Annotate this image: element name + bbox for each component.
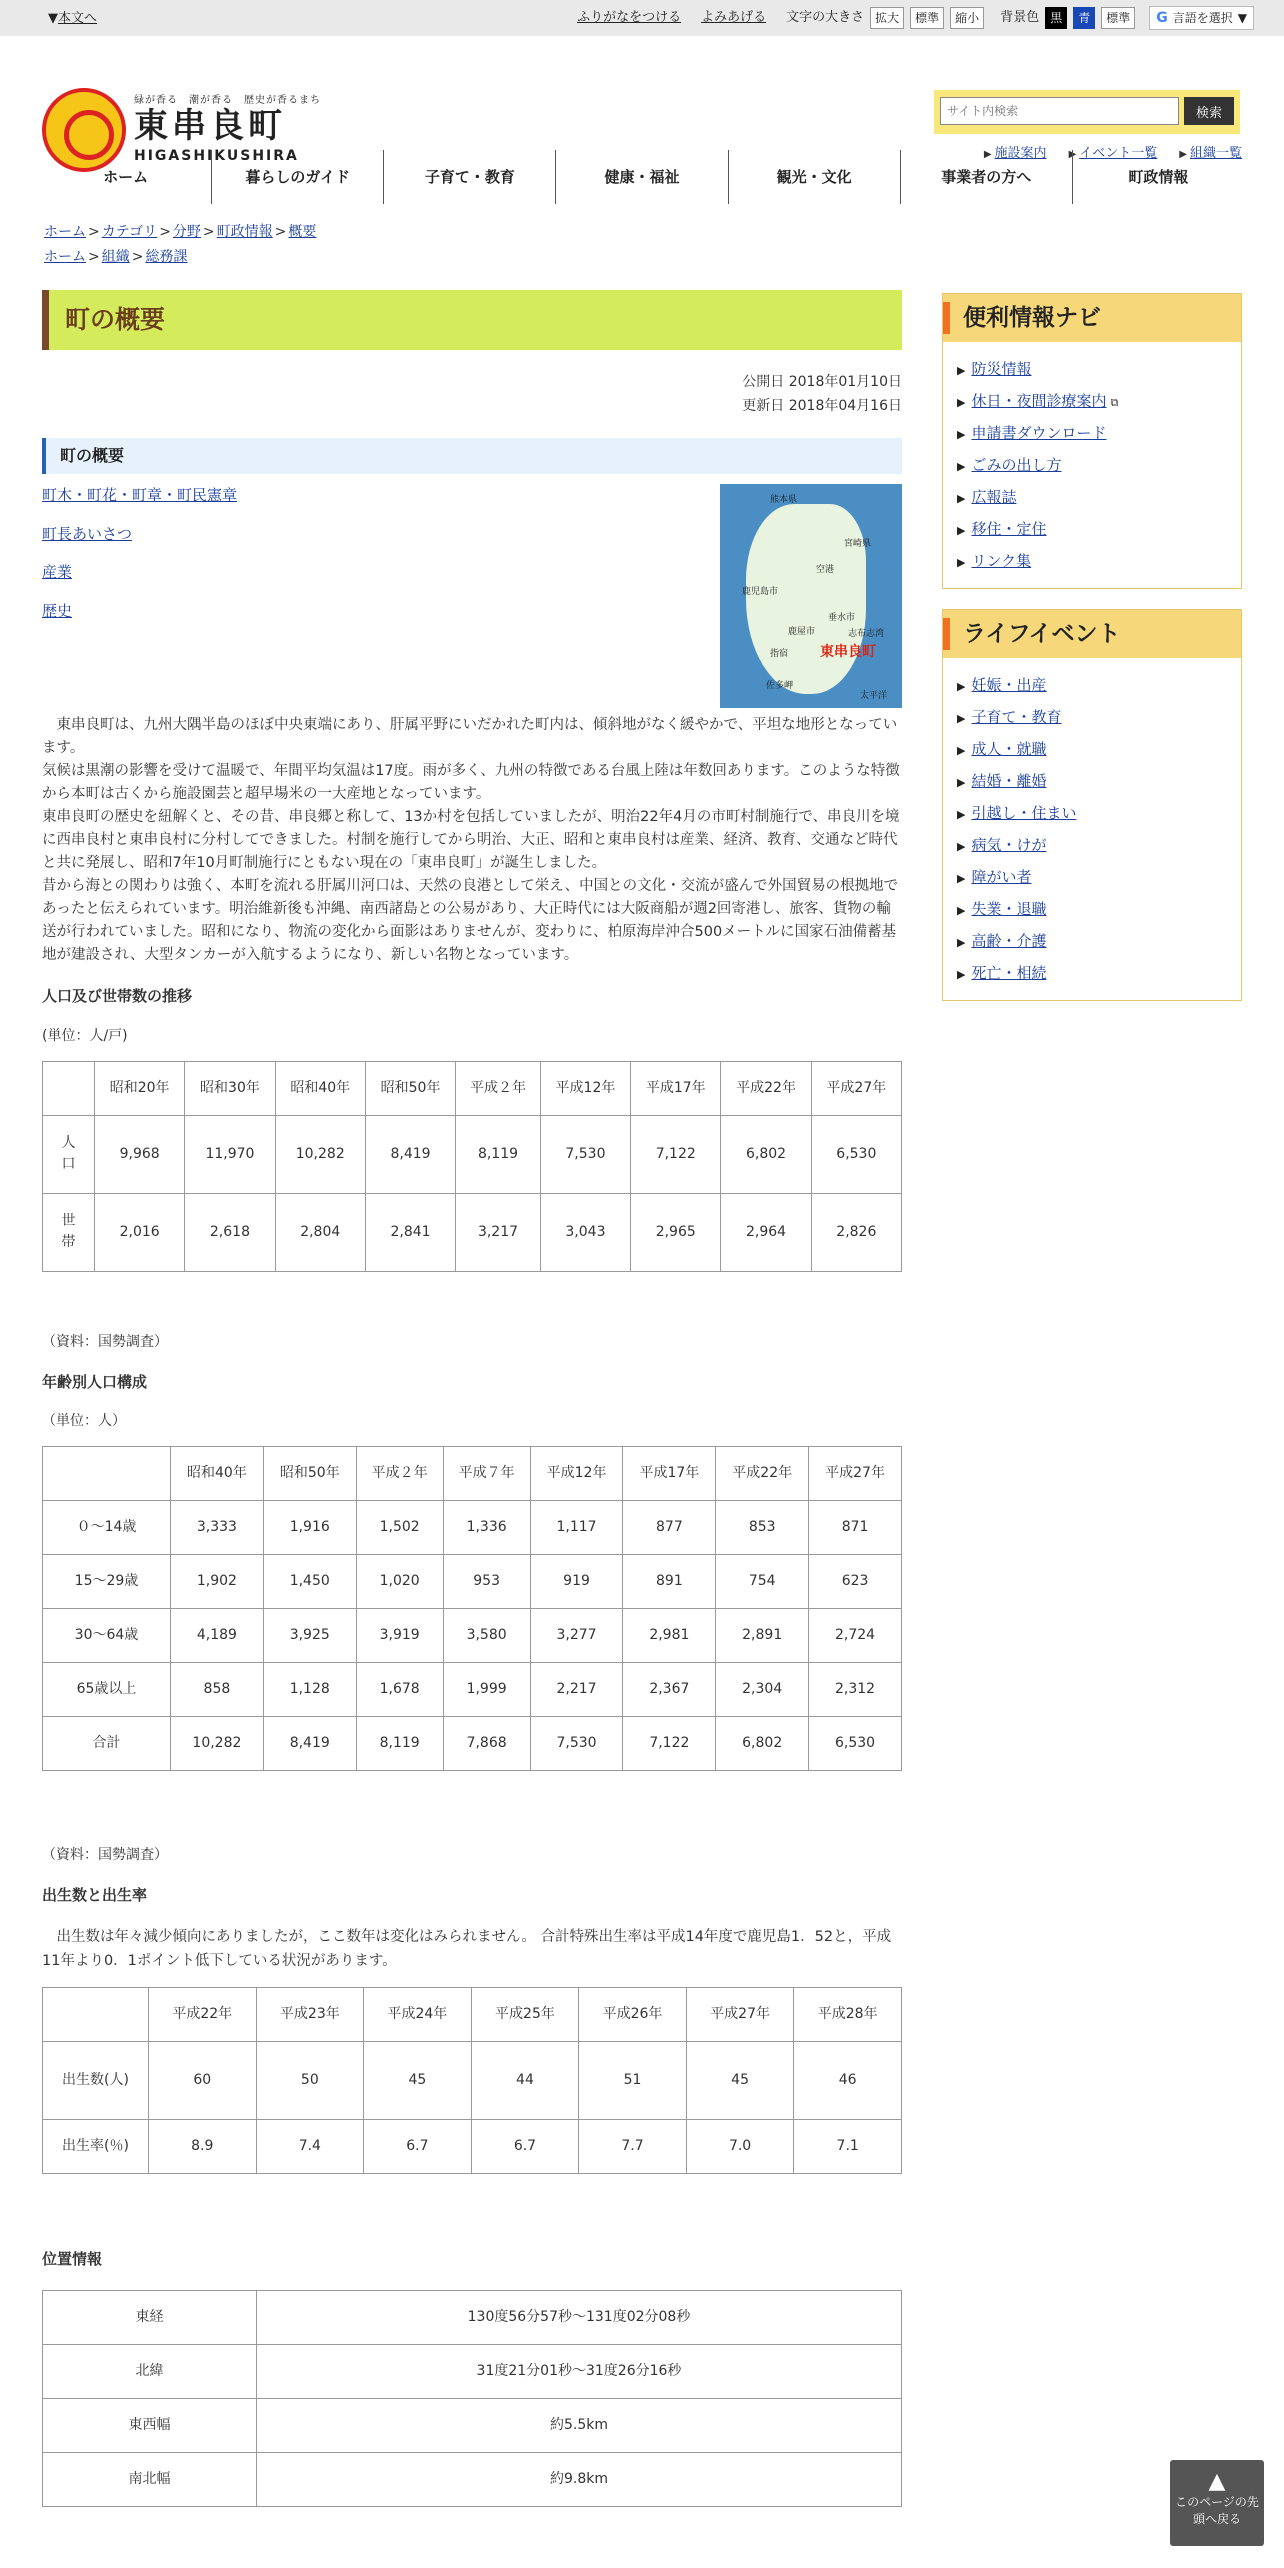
crumb-category[interactable]: カテゴリ bbox=[101, 224, 158, 240]
table-cell: 7,530 bbox=[540, 1115, 630, 1193]
table-header-cell: 平成22年 bbox=[149, 1987, 257, 2041]
table-header-cell: 平成17年 bbox=[623, 1447, 716, 1501]
table-header-cell bbox=[43, 1987, 149, 2041]
table-cell: 3,277 bbox=[530, 1609, 623, 1663]
text-size-shrink-button[interactable]: 縮小 bbox=[950, 7, 984, 29]
triangle-icon: ▶ bbox=[957, 904, 966, 917]
table-cell: 3,580 bbox=[443, 1609, 530, 1663]
table-cell: 1,902 bbox=[171, 1555, 264, 1609]
life-title: ライフイベント bbox=[943, 610, 1241, 658]
table-cell: 953 bbox=[443, 1555, 530, 1609]
skip-link[interactable]: ▼本文へ bbox=[48, 11, 98, 26]
table-cell: 2,724 bbox=[809, 1609, 902, 1663]
table-header-cell: 平成２年 bbox=[356, 1447, 443, 1501]
back-to-top-button[interactable] bbox=[1170, 2460, 1264, 2546]
paragraph: 気候は黒潮の影響を受けて温暖で、年間平均気温は17度。雨が多く、九州の特徴である台風上陸は年数回あります。このような特徴から本町は古くから施設園芸と超早場米の一大産地となっています。 bbox=[42, 763, 900, 802]
town-symbols-link[interactable]: 町木・町花・町章・町民憲章 bbox=[42, 486, 238, 504]
population-source: （資料：国勢調査） bbox=[42, 1333, 168, 1350]
map-label: 垂水市 bbox=[828, 613, 856, 623]
list-item bbox=[957, 386, 1241, 418]
map-label: 鹿児島市 bbox=[742, 587, 779, 597]
table-header-cell: 昭和30年 bbox=[185, 1061, 275, 1115]
table-cell: 8,419 bbox=[263, 1717, 356, 1771]
table-cell: 7,868 bbox=[443, 1717, 530, 1771]
list-item bbox=[957, 926, 1241, 958]
table-cell: 51 bbox=[579, 2041, 687, 2119]
table-cell: 7.7 bbox=[579, 2119, 687, 2173]
nav-home[interactable]: ホーム bbox=[103, 168, 149, 186]
location-table bbox=[42, 2290, 902, 2507]
bg-standard-button[interactable]: 標準 bbox=[1101, 7, 1135, 29]
life-childcare-link[interactable]: 子育て・教育 bbox=[971, 708, 1062, 726]
triangle-icon: ▶ bbox=[1179, 149, 1187, 160]
crumb-general-affairs[interactable]: 総務課 bbox=[145, 249, 188, 265]
accessibility-tools bbox=[577, 6, 1254, 30]
list-item bbox=[957, 418, 1241, 450]
table-cell: 130度56分57秒～131度02分08秒 bbox=[257, 2291, 902, 2345]
table-cell: 1,020 bbox=[356, 1555, 443, 1609]
list-item bbox=[957, 766, 1241, 798]
triangle-icon: ▶ bbox=[957, 460, 966, 473]
table-cell: 3,919 bbox=[356, 1609, 443, 1663]
table-row bbox=[43, 1609, 902, 1663]
table-cell: 2,826 bbox=[811, 1193, 901, 1271]
organization-list-link[interactable]: 組織一覧 bbox=[1189, 146, 1242, 161]
list-item bbox=[957, 354, 1241, 386]
list-item bbox=[957, 546, 1241, 578]
table-cell: 6,530 bbox=[811, 1115, 901, 1193]
page-title: 町の概要 bbox=[42, 290, 902, 350]
row-label: 65歳以上 bbox=[43, 1663, 171, 1717]
chevron-down-icon: ▼ bbox=[1237, 11, 1247, 25]
table-cell: 1,336 bbox=[443, 1501, 530, 1555]
triangle-icon: ▶ bbox=[957, 776, 966, 789]
table-cell: 2,016 bbox=[95, 1193, 185, 1271]
table-cell: 6,530 bbox=[809, 1717, 902, 1771]
row-label: 東経 bbox=[43, 2291, 257, 2345]
table-cell: 60 bbox=[149, 2041, 257, 2119]
age-unit: （単位：人） bbox=[42, 1413, 126, 1429]
table-row bbox=[43, 1193, 902, 1271]
navi-title: 便利情報ナビ bbox=[943, 294, 1241, 342]
table-cell: 8.9 bbox=[149, 2119, 257, 2173]
triangle-icon: ▶ bbox=[957, 428, 966, 441]
triangle-icon: ▶ bbox=[957, 808, 966, 821]
table-cell: 2,981 bbox=[623, 1609, 716, 1663]
table-row bbox=[43, 1663, 902, 1717]
table-cell: 754 bbox=[716, 1555, 809, 1609]
site-header bbox=[0, 36, 1284, 164]
table-cell: 1,999 bbox=[443, 1663, 530, 1717]
map-label: 太平洋 bbox=[860, 691, 888, 701]
triangle-icon: ▶ bbox=[983, 149, 992, 160]
table-cell: 2,804 bbox=[275, 1193, 365, 1271]
table-cell: 8,119 bbox=[356, 1717, 443, 1771]
table-header-cell: 平成24年 bbox=[364, 1987, 472, 2041]
table-cell: 1,502 bbox=[356, 1501, 443, 1555]
crumb-home-2[interactable]: ホーム bbox=[44, 249, 86, 265]
table-cell: 853 bbox=[716, 1501, 809, 1555]
navi-links-link[interactable]: リンク集 bbox=[971, 552, 1032, 570]
table-cell: 約9.8km bbox=[257, 2453, 902, 2507]
nav-town-admin[interactable]: 町政情報 bbox=[1072, 150, 1244, 204]
nav-business[interactable]: 事業者の方へ bbox=[900, 150, 1072, 204]
page-dates bbox=[42, 370, 902, 418]
table-cell: 4,189 bbox=[171, 1609, 264, 1663]
table-cell: 2,367 bbox=[623, 1663, 716, 1717]
table-header-cell: 平成27年 bbox=[809, 1447, 902, 1501]
table-cell: 7.0 bbox=[686, 2119, 794, 2173]
search-input[interactable] bbox=[940, 97, 1179, 125]
table-header-cell: 平成17年 bbox=[631, 1061, 721, 1115]
births-note: 出生数は年々減少傾向にありましたが，ここ数年は変化はみられません。 合計特殊出生率は平成14年度で鹿児島1．52と，平成11年より0．1ポイント低下している状況があります。 bbox=[42, 1928, 892, 1969]
back-to-top-label: このページの先頭へ戻る bbox=[1175, 2495, 1259, 2526]
paragraph: 昔から海との関わりは強く、本町を流れる肝属川河口は、天然の良港として栄え、中国との文化・交流が盛んで外国貿易の根拠地であったと伝えられています。明治維新後も沖縄、南西諸島との公易があり、大正時代には大阪商船が週2回寄港し、旅客、貨物の輸送が行われていました。昭和になり、物流の変化から面影はありませんが、変わりに、柏原海岸沖合500メートルに国家石油備蓄基地が建設され、大型タンカーが入航するようになり、新しい名物となっています。 bbox=[42, 878, 899, 963]
crumb-field[interactable]: 分野 bbox=[172, 224, 201, 240]
map-label: 佐多岬 bbox=[766, 681, 794, 691]
table-cell: 6.7 bbox=[471, 2119, 579, 2173]
list-item bbox=[957, 702, 1241, 734]
triangle-icon: ▶ bbox=[957, 744, 966, 757]
crumb-home[interactable]: ホーム bbox=[44, 224, 86, 240]
life-death-link[interactable]: 死亡・相続 bbox=[971, 964, 1047, 982]
list-item bbox=[957, 734, 1241, 766]
map-label: 宮崎県 bbox=[844, 539, 872, 549]
triangle-icon: ▶ bbox=[1068, 149, 1077, 160]
map-label: 志布志湾 bbox=[848, 629, 885, 639]
global-nav bbox=[40, 150, 1244, 204]
table-cell: 2,965 bbox=[631, 1193, 721, 1271]
google-icon: G bbox=[1156, 9, 1168, 26]
table-cell: 45 bbox=[364, 2041, 472, 2119]
list-item bbox=[957, 514, 1241, 546]
table-cell: 858 bbox=[171, 1663, 264, 1717]
table-cell: 6,802 bbox=[716, 1717, 809, 1771]
nav-childcare[interactable]: 子育て・教育 bbox=[383, 150, 555, 204]
table-cell: 45 bbox=[686, 2041, 794, 2119]
table-cell: 871 bbox=[809, 1501, 902, 1555]
table-header-cell: 平成12年 bbox=[540, 1061, 630, 1115]
table-cell: 2,304 bbox=[716, 1663, 809, 1717]
table-cell: 10,282 bbox=[275, 1115, 365, 1193]
paragraph: 東串良町は、九州大隅半島のほぼ中央東端にあり、肝属平野にいだかれた町内は、傾斜地がなく緩やかで、平坦な地形となっています。 bbox=[42, 717, 898, 756]
table-cell: 1,128 bbox=[263, 1663, 356, 1717]
row-label: 30～64歳 bbox=[43, 1609, 171, 1663]
table-row bbox=[43, 2345, 902, 2399]
table-cell: 1,450 bbox=[263, 1555, 356, 1609]
table-header-cell: 昭和50年 bbox=[263, 1447, 356, 1501]
table-header-cell: 平成12年 bbox=[530, 1447, 623, 1501]
life-adult-link[interactable]: 成人・就職 bbox=[971, 740, 1047, 758]
life-events bbox=[942, 609, 1242, 1001]
navi-newsletter-link[interactable]: 広報誌 bbox=[971, 488, 1017, 506]
paragraph: 東串良町の歴史を紐解くと、その昔、串良郷と称して、13か村を包括していましたが、明治22年4月の市町村制施行で、串良川を境に西串良村と東串良村に分村してできました。村制を施行してから明治、大正、昭和と東串良村は産業、経済、教育、交通など時代と共に発展し、昭和7年10月町制施行にともない現在の「東串良町」が誕生しました。 bbox=[42, 809, 900, 871]
location-map bbox=[720, 484, 902, 708]
logo-town-roman: HIGASHIKUSHIRA bbox=[134, 147, 299, 164]
mayor-greeting-link[interactable]: 町長あいさつ bbox=[42, 524, 133, 543]
table-cell: 7,122 bbox=[623, 1717, 716, 1771]
read-aloud-link[interactable]: よみあげる bbox=[701, 10, 767, 26]
table-row bbox=[43, 2399, 902, 2453]
navi-emergency-clinic-link[interactable]: 休日・夜間診療案内 bbox=[971, 392, 1107, 410]
convenience-navi bbox=[942, 293, 1242, 589]
triangle-icon: ▶ bbox=[957, 396, 966, 409]
table-header-cell bbox=[43, 1447, 171, 1501]
updated-date: 更新日 2018年04月16日 bbox=[742, 398, 902, 414]
table-cell: 3,333 bbox=[171, 1501, 264, 1555]
bg-blue-button[interactable]: 青 bbox=[1073, 7, 1095, 29]
table-cell: 50 bbox=[256, 2041, 364, 2119]
triangle-icon: ▶ bbox=[957, 936, 966, 949]
table-header-cell: 平成22年 bbox=[721, 1061, 811, 1115]
history-link[interactable]: 歴史 bbox=[42, 601, 73, 620]
list-item bbox=[957, 958, 1241, 990]
language-select[interactable] bbox=[1149, 6, 1254, 30]
list-item bbox=[957, 830, 1241, 862]
search-button[interactable]: 検索 bbox=[1184, 97, 1234, 125]
published-date: 公開日 2018年01月10日 bbox=[742, 374, 902, 390]
map-label: 指宿 bbox=[770, 649, 789, 659]
section-heading: 町の概要 bbox=[42, 438, 902, 474]
triangle-icon: ▶ bbox=[957, 524, 966, 537]
table-cell: 2,618 bbox=[185, 1193, 275, 1271]
industry-link[interactable]: 産業 bbox=[42, 563, 73, 581]
crumb-town-admin[interactable]: 町政情報 bbox=[216, 224, 273, 240]
table-cell: 6.7 bbox=[364, 2119, 472, 2173]
table-row bbox=[43, 2119, 902, 2173]
age-source: （資料：国勢調査） bbox=[42, 1847, 168, 1863]
table-cell: 891 bbox=[623, 1555, 716, 1609]
life-elderly-link[interactable]: 高齢・介護 bbox=[971, 932, 1047, 950]
table-header-cell: 平成27年 bbox=[686, 1987, 794, 2041]
list-item bbox=[957, 798, 1241, 830]
logo-town-name: 東串良町 bbox=[134, 106, 286, 147]
table-row bbox=[43, 2291, 902, 2345]
births-heading: 出生数と出生率 bbox=[42, 1886, 148, 1904]
age-heading: 年齢別人口構成 bbox=[42, 1372, 148, 1391]
table-cell: 7.4 bbox=[256, 2119, 364, 2173]
table-cell: 8,419 bbox=[365, 1115, 455, 1193]
table-row bbox=[43, 1115, 902, 1193]
table-header-cell: 昭和40年 bbox=[275, 1061, 365, 1115]
table-row bbox=[43, 1501, 902, 1555]
triangle-icon: ▶ bbox=[957, 840, 966, 853]
map-label: 空港 bbox=[816, 565, 835, 575]
table-cell: 約5.5km bbox=[257, 2399, 902, 2453]
table-row bbox=[43, 1555, 902, 1609]
breadcrumb: ホーム > カテゴリ > 分野 > 町政情報 > 概要 ホーム > 組織 > 総務課 bbox=[44, 224, 317, 265]
table-cell: 1,678 bbox=[356, 1663, 443, 1717]
age-table bbox=[42, 1446, 902, 1771]
table-header-cell: 昭和40年 bbox=[171, 1447, 264, 1501]
row-label: 合計 bbox=[43, 1717, 171, 1771]
life-moving-link[interactable]: 引越し・住まい bbox=[971, 804, 1077, 822]
site-search bbox=[934, 90, 1240, 134]
triangle-icon: ▶ bbox=[957, 872, 966, 885]
table-cell: 2,891 bbox=[716, 1609, 809, 1663]
table-cell: 7,530 bbox=[530, 1717, 623, 1771]
table-row bbox=[43, 2041, 902, 2119]
row-label: 世帯 bbox=[43, 1193, 95, 1271]
table-row bbox=[43, 2453, 902, 2507]
table-cell: 46 bbox=[794, 2041, 902, 2119]
triangle-up-icon: ▲ bbox=[1208, 2469, 1226, 2494]
intro-block bbox=[42, 484, 902, 708]
map-label: 鹿屋市 bbox=[788, 627, 816, 637]
table-header-cell: 昭和20年 bbox=[95, 1061, 185, 1115]
nav-tourism[interactable]: 観光・文化 bbox=[728, 150, 900, 204]
map-label-highlight: 東串良町 bbox=[820, 644, 876, 660]
language-label: 言語を選択 bbox=[1172, 11, 1233, 25]
triangle-icon: ▶ bbox=[957, 680, 966, 693]
list-item bbox=[957, 862, 1241, 894]
external-link-icon: ⧉ bbox=[1110, 396, 1119, 409]
text-size-label: 文字の大きさ bbox=[786, 10, 865, 26]
table-cell: 877 bbox=[623, 1501, 716, 1555]
list-item bbox=[957, 894, 1241, 926]
navi-forms-link[interactable]: 申請書ダウンロード bbox=[971, 424, 1107, 442]
row-label: 東西幅 bbox=[43, 2399, 257, 2453]
table-cell: 11,970 bbox=[185, 1115, 275, 1193]
table-cell: 31度21分01秒～31度26分16秒 bbox=[257, 2345, 902, 2399]
table-cell: 2,217 bbox=[530, 1663, 623, 1717]
row-label: 出生数(人) bbox=[43, 2041, 149, 2119]
table-cell: 623 bbox=[809, 1555, 902, 1609]
table-header-cell: 平成28年 bbox=[794, 1987, 902, 2041]
triangle-icon: ▶ bbox=[957, 492, 966, 505]
table-cell: 2,312 bbox=[809, 1663, 902, 1717]
furigana-link[interactable]: ふりがなをつける bbox=[577, 10, 682, 26]
life-disability-link[interactable]: 障がい者 bbox=[971, 868, 1032, 886]
table-row bbox=[43, 1717, 902, 1771]
population-heading: 人口及び世帯数の推移 bbox=[42, 987, 193, 1005]
population-table bbox=[42, 1061, 902, 1272]
utility-bar bbox=[0, 0, 1284, 36]
row-label: 出生率(％) bbox=[43, 2119, 149, 2173]
list-item bbox=[957, 450, 1241, 482]
navi-migration-link[interactable]: 移住・定住 bbox=[971, 520, 1047, 538]
list-item bbox=[957, 670, 1241, 702]
table-header-cell bbox=[43, 1061, 95, 1115]
table-cell: 10,282 bbox=[171, 1717, 264, 1771]
text-size-enlarge-button[interactable]: 拡大 bbox=[870, 7, 904, 29]
nav-living-guide[interactable]: 暮らしのガイド bbox=[211, 150, 383, 204]
table-cell: 919 bbox=[530, 1555, 623, 1609]
navi-garbage-link[interactable]: ごみの出し方 bbox=[971, 456, 1062, 474]
table-cell: 8,119 bbox=[456, 1115, 541, 1193]
table-header-cell: 平成22年 bbox=[716, 1447, 809, 1501]
row-label: 南北幅 bbox=[43, 2453, 257, 2507]
row-label: 北緯 bbox=[43, 2345, 257, 2399]
births-table bbox=[42, 1987, 902, 2174]
table-cell: 7.1 bbox=[794, 2119, 902, 2173]
table-cell: 44 bbox=[471, 2041, 579, 2119]
sidebar bbox=[942, 293, 1242, 1021]
location-heading: 位置情報 bbox=[42, 2249, 103, 2268]
row-label: ０～14歳 bbox=[43, 1501, 171, 1555]
triangle-icon: ▶ bbox=[957, 556, 966, 569]
table-cell: 1,916 bbox=[263, 1501, 356, 1555]
crumb-organization[interactable]: 組織 bbox=[101, 249, 130, 265]
table-header-cell: 平成２年 bbox=[456, 1061, 541, 1115]
table-header-cell: 平成23年 bbox=[256, 1987, 364, 2041]
table-header-cell: 平成25年 bbox=[471, 1987, 579, 2041]
map-label: 熊本県 bbox=[770, 495, 798, 505]
table-cell: 6,802 bbox=[721, 1115, 811, 1193]
table-cell: 3,043 bbox=[540, 1193, 630, 1271]
triangle-icon: ▶ bbox=[957, 364, 966, 377]
table-cell: 2,964 bbox=[721, 1193, 811, 1271]
table-header-cell: 昭和50年 bbox=[365, 1061, 455, 1115]
table-cell: 2,841 bbox=[365, 1193, 455, 1271]
logo-tagline: 緑が香る 潮が香る 歴史が香るまち bbox=[134, 95, 321, 107]
life-pregnancy-link[interactable]: 妊娠・出産 bbox=[971, 676, 1047, 694]
life-unemployment-link[interactable]: 失業・退職 bbox=[971, 900, 1047, 918]
table-header-cell: 平成27年 bbox=[811, 1061, 901, 1115]
bg-black-button[interactable]: 黒 bbox=[1045, 7, 1067, 29]
table-cell: 1,117 bbox=[530, 1501, 623, 1555]
life-illness-link[interactable]: 病気・けが bbox=[971, 836, 1047, 854]
population-unit: (単位：人/戸) bbox=[42, 1027, 128, 1044]
row-label: 15～29歳 bbox=[43, 1555, 171, 1609]
table-cell: 7,122 bbox=[631, 1115, 721, 1193]
table-cell: 3,217 bbox=[456, 1193, 541, 1271]
bg-color-label: 背景色 bbox=[1000, 10, 1040, 26]
navi-disaster-link[interactable]: 防災情報 bbox=[971, 360, 1032, 378]
table-header-cell: 平成26年 bbox=[579, 1987, 687, 2041]
text-size-standard-button[interactable]: 標準 bbox=[910, 7, 944, 29]
intro-text bbox=[42, 714, 902, 967]
crumb-overview[interactable]: 概要 bbox=[288, 224, 317, 240]
row-label: 人口 bbox=[43, 1115, 95, 1193]
nav-health[interactable]: 健康・福祉 bbox=[555, 150, 727, 204]
triangle-icon: ▶ bbox=[957, 968, 966, 981]
triangle-icon: ▶ bbox=[957, 712, 966, 725]
facility-guide-link[interactable]: 施設案内 bbox=[994, 146, 1047, 161]
list-item bbox=[957, 482, 1241, 514]
life-marriage-link[interactable]: 結婚・離婚 bbox=[971, 772, 1047, 790]
table-header-cell: 平成７年 bbox=[443, 1447, 530, 1501]
table-cell: 3,925 bbox=[263, 1609, 356, 1663]
event-list-link[interactable]: イベント一覧 bbox=[1079, 146, 1158, 161]
table-cell: 9,968 bbox=[95, 1115, 185, 1193]
main-content bbox=[42, 290, 902, 2507]
